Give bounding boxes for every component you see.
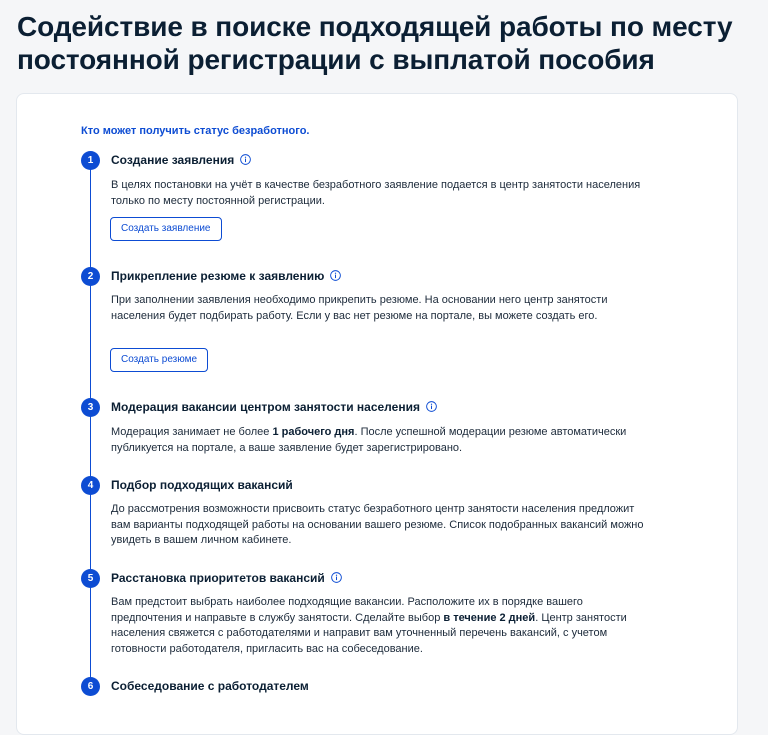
info-icon[interactable]: [240, 154, 251, 165]
step-number-5: 5: [81, 569, 100, 588]
step-5-text-start: Вам предстоит выбрать наиболее подходящие вакансии. Расположите их в порядке вашего предпочтения и направьте в службу занятости. Сделайте выбор: [111, 596, 583, 624]
step-6-title-row: [111, 678, 309, 694]
step-5-text-bold: в течение 2 дней: [443, 611, 536, 624]
step-number-1: 1: [81, 151, 100, 170]
step-4-title-row: [111, 477, 293, 493]
step-4-text: До рассмотрения возможности присвоить статус безработного центр занятости населения предложит вам варианты подходящей работы на основании вашего резюме. Список подобранных вакансий можно увидеть в вашем личном кабинете.: [111, 503, 644, 546]
step-3-text-bold: 1 рабочего дня: [272, 426, 355, 438]
info-icon[interactable]: [331, 572, 342, 583]
step-2-text: При заполнении заявления необходимо прикрепить резюме. На основании него центр занятости населения будет подбирать работу. Если у вас нет резюме на портале, вы можете создать его.: [111, 294, 608, 322]
step-3-text-end: . После успешной модерации резюме автоматически публикуется на портале, а ваше заявление будет зарегистрировано.: [111, 426, 627, 454]
info-icon[interactable]: [426, 401, 437, 412]
info-icon[interactable]: [330, 270, 341, 281]
step-5-title: Расстановка приоритетов вакансий: [111, 571, 325, 585]
step-3-title-row: [111, 399, 437, 415]
step-1-title: Создание заявления: [111, 153, 235, 167]
step-1-title-row: [111, 152, 251, 168]
step-6-title: Собеседование с работодателем: [111, 679, 309, 693]
step-2-title-row: [111, 268, 341, 284]
create-resume-button[interactable]: Создать резюме: [110, 348, 208, 372]
step-3-text: [111, 425, 651, 456]
step-number-4: 4: [81, 476, 100, 495]
step-5-text: [111, 595, 651, 657]
step-5-title-row: [111, 570, 342, 586]
who-can-get-status-link[interactable]: Кто может получить статус безработного.: [81, 125, 310, 137]
page-title: Содействие в поиске подходящей работы по месту постоянной регистрации с выплатой пособия: [17, 11, 733, 75]
step-number-2: 2: [81, 267, 100, 286]
step-2-title: Прикрепление резюме к заявлению: [111, 269, 325, 283]
timeline-line: [90, 160, 91, 690]
create-application-button[interactable]: Создать заявление: [110, 217, 222, 241]
step-5-text-end: . Центр занятости населения свяжется с работодателями и направит вам уточненный перечень вакансий, с учетом готовности работодателя, пригласить вас на собеседование.: [111, 611, 627, 655]
step-1-text: В целях постановки на учёт в качестве безработного заявление подается в центр занятости населения только по месту постоянной регистрации.: [111, 179, 641, 207]
step-number-6: 6: [81, 677, 100, 696]
step-3-title: Модерация вакансии центром занятости населения: [111, 400, 420, 414]
step-number-3: 3: [81, 398, 100, 417]
step-4-title: Подбор подходящих вакансий: [111, 478, 293, 492]
step-3-text-start: Модерация занимает не более: [111, 426, 273, 438]
